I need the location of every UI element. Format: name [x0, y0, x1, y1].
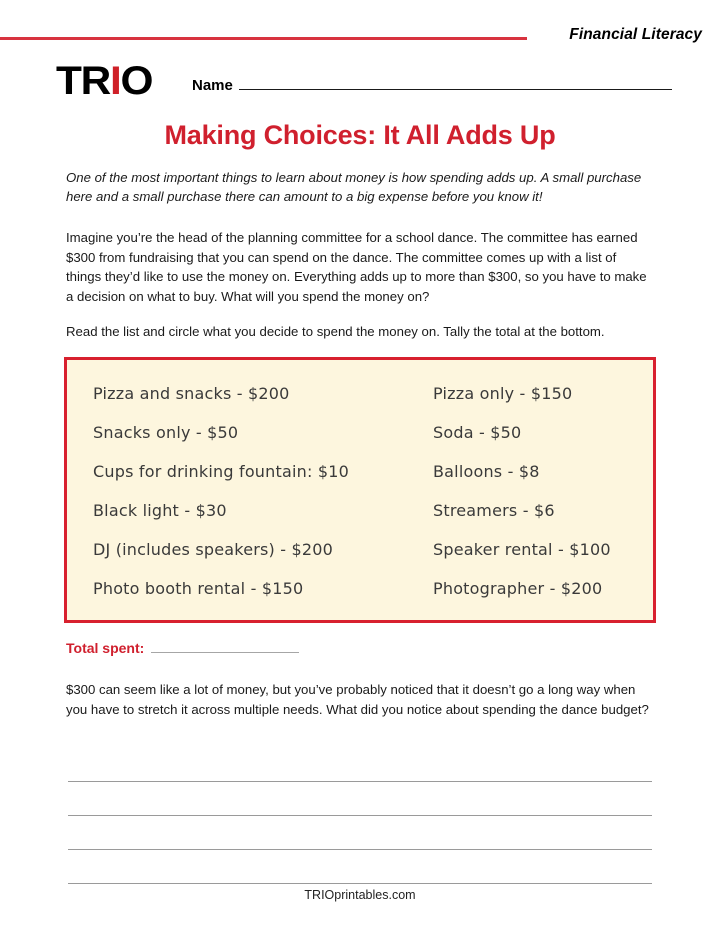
- option-item[interactable]: Speaker rental - $100: [433, 540, 611, 559]
- footer-url: TRIOprintables.com: [304, 888, 416, 902]
- name-label: Name: [192, 77, 233, 94]
- subject-label: Financial Literacy: [569, 26, 702, 43]
- answer-line[interactable]: [68, 850, 652, 884]
- answer-line[interactable]: [68, 782, 652, 816]
- options-box: [64, 357, 656, 623]
- option-item[interactable]: Cups for drinking fountain: $10: [93, 462, 349, 481]
- name-row: [192, 76, 672, 94]
- instruction-paragraph: Read the list and circle what you decide to spend the money on. Tally the total at the bottom.: [66, 324, 605, 339]
- option-item[interactable]: Pizza and snacks - $200: [93, 384, 290, 403]
- total-spent-input-line[interactable]: [151, 640, 299, 653]
- option-item[interactable]: Soda - $50: [433, 423, 522, 442]
- option-item[interactable]: Photographer - $200: [433, 579, 603, 598]
- logo-text-o: O: [120, 59, 153, 103]
- option-item[interactable]: Pizza only - $150: [433, 384, 573, 403]
- scenario-paragraph: Imagine you’re the head of the planning committee for a school dance. The committee has earned $300 from fundraising that you can spend on the dance. The committee comes up with a list of things they’d like to use the money on. Everything adds up to more than $300, so you have to make a decision on what to buy. What will you spend the money on?: [66, 230, 647, 304]
- options-grid: [67, 360, 653, 620]
- trio-logo: [56, 60, 152, 102]
- option-item[interactable]: Black light - $30: [93, 501, 227, 520]
- header-rule-row: [0, 26, 720, 52]
- logo-text-i: I: [109, 59, 121, 103]
- option-item[interactable]: Balloons - $8: [433, 462, 540, 481]
- option-item[interactable]: Snacks only - $50: [93, 423, 239, 442]
- name-input-line[interactable]: [239, 76, 672, 90]
- total-spent-label: Total spent:: [66, 640, 145, 656]
- intro-paragraph: One of the most important things to learn about money is how spending adds up. A small purchase here and a small purchase there can amount to a big expense before you know it!: [66, 170, 642, 204]
- logo-text-tr: TR: [56, 59, 110, 103]
- option-item[interactable]: Streamers - $6: [433, 501, 555, 520]
- answer-lines: [68, 748, 652, 884]
- header-accent-rule: [0, 37, 527, 40]
- total-spent-row: [66, 640, 299, 656]
- body-content: [66, 168, 652, 342]
- closing-paragraph: $300 can seem like a lot of money, but you’ve probably noticed that it doesn’t go a long way when you have to stretch it across multiple needs. What did you notice about spending the dance budget?: [66, 682, 649, 717]
- option-item[interactable]: DJ (includes speakers) - $200: [93, 540, 334, 559]
- answer-line[interactable]: [68, 748, 652, 782]
- page-title: Making Choices: It All Adds Up: [164, 120, 556, 150]
- answer-line[interactable]: [68, 816, 652, 850]
- option-item[interactable]: Photo booth rental - $150: [93, 579, 304, 598]
